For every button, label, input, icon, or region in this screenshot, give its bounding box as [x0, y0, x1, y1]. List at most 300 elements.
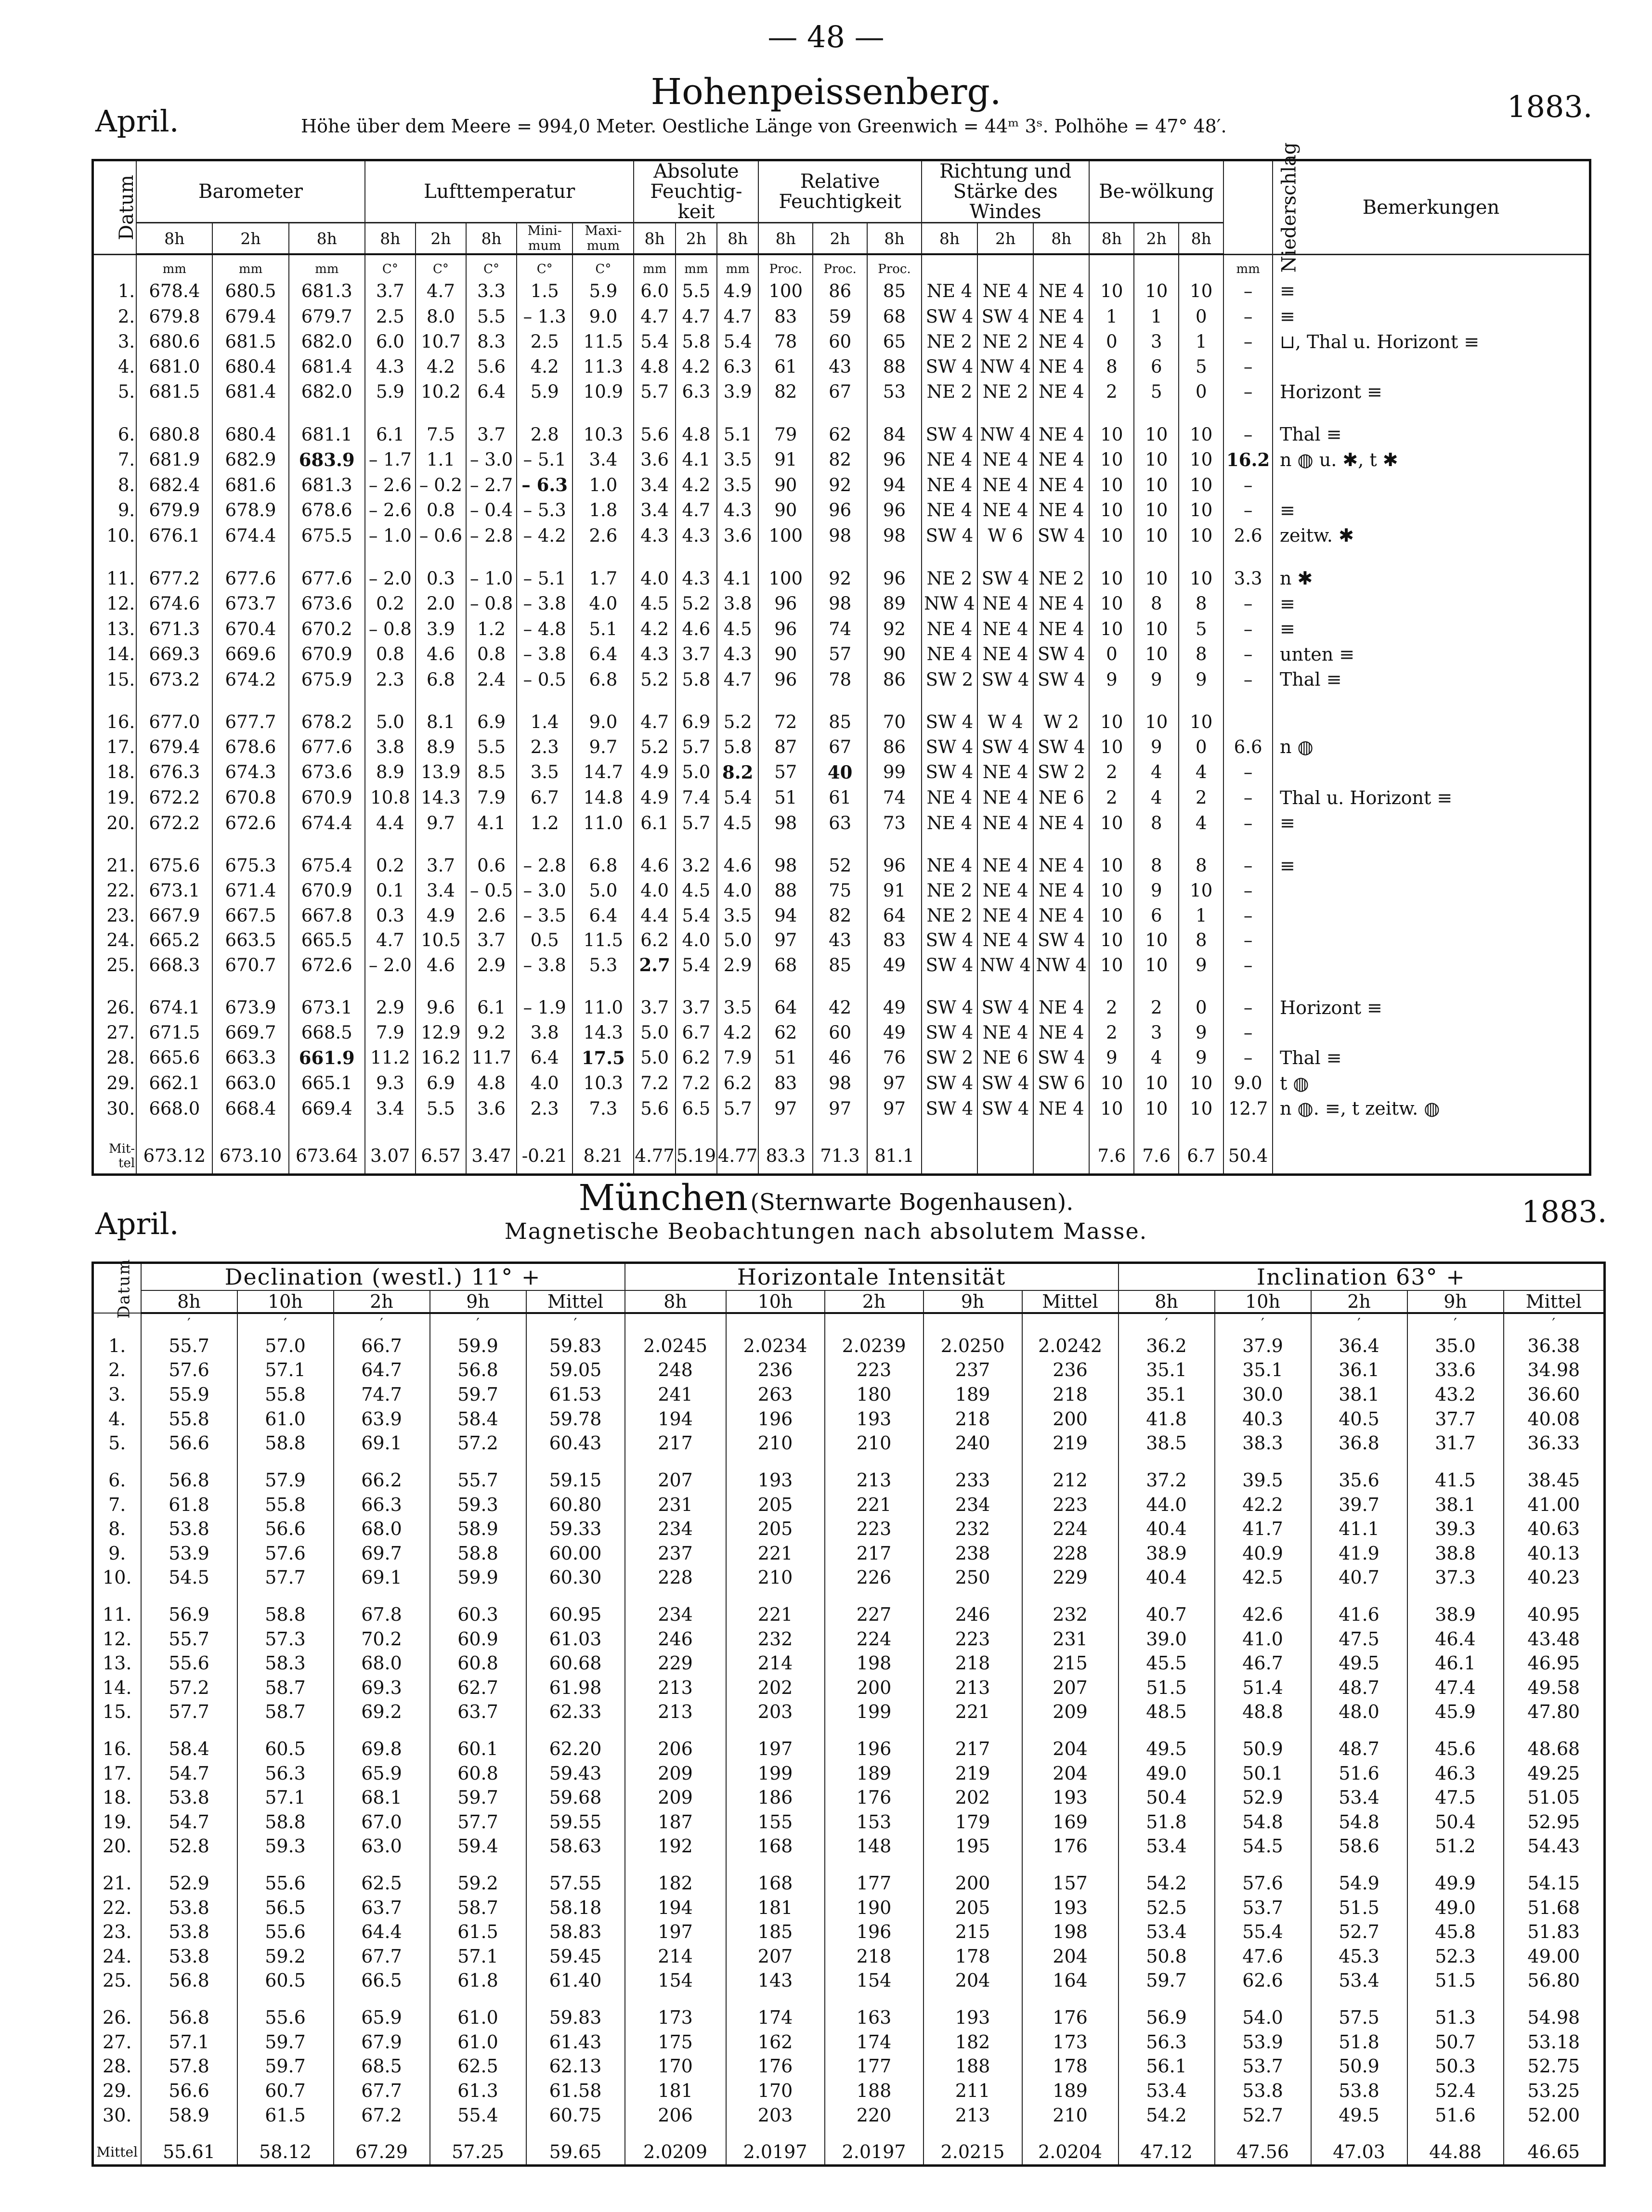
declination-cell: 60.1 — [430, 1737, 526, 1761]
remarks-cell: unten ≡ — [1273, 642, 1590, 667]
barometer-cell: 681.5 — [212, 329, 288, 354]
datum-cell: 25. — [93, 952, 137, 978]
declination-cell: 57.1 — [430, 1944, 526, 1969]
inclination-cell: 42.5 — [1215, 1565, 1311, 1590]
subheader-hour: 8h — [717, 223, 758, 255]
remarks-cell: ≡ — [1273, 853, 1590, 878]
temperature-cell: – 4.2 — [517, 523, 572, 548]
horizontal-cell: 205 — [726, 1517, 825, 1541]
inclination-cell: 37.9 — [1215, 1334, 1311, 1358]
remarks-cell — [1273, 760, 1590, 785]
wind-cell: NE 2 — [977, 329, 1033, 354]
declination-cell: 57.2 — [141, 1675, 237, 1700]
datum-cell: 2. — [93, 1358, 141, 1382]
horizontal-cell: 218 — [825, 1944, 924, 1969]
declination-cell: 60.9 — [430, 1626, 526, 1651]
inclination-cell: 48.7 — [1311, 1737, 1407, 1761]
temperature-cell: 6.4 — [572, 903, 634, 927]
barometer-cell: 675.3 — [212, 853, 288, 878]
wind-cell: NE 4 — [977, 878, 1033, 903]
unit-label: mm — [717, 254, 758, 278]
declination-cell: 57.6 — [237, 1541, 334, 1565]
temperature-cell: 4.2 — [416, 354, 466, 379]
rel-humidity-cell: 78 — [813, 667, 867, 692]
temperature-cell: 5.0 — [365, 710, 416, 734]
horizontal-cell: 194 — [625, 1895, 726, 1920]
horizontal-cell: 196 — [726, 1406, 825, 1431]
rel-humidity-cell: 49 — [867, 1020, 922, 1045]
barometer-cell: 667.9 — [136, 903, 212, 927]
rel-humidity-cell: 78 — [758, 329, 813, 354]
temperature-cell: 0.1 — [365, 878, 416, 903]
cloud-cell: 1 — [1134, 304, 1179, 329]
rel-humidity-cell: 98 — [867, 523, 922, 548]
barometer-cell: 680.8 — [136, 422, 212, 447]
barometer-cell: 681.5 — [136, 379, 212, 404]
rel-humidity-cell: 61 — [813, 785, 867, 810]
table-row — [93, 1382, 1605, 1407]
temperature-cell: – 0.2 — [416, 472, 466, 498]
inclination-cell: 35.1 — [1119, 1358, 1215, 1382]
horizontal-cell: 228 — [1022, 1541, 1119, 1565]
declination-cell: 56.8 — [430, 1358, 526, 1382]
barometer-cell: 681.1 — [289, 422, 365, 447]
wind-cell: NW 4 — [1033, 952, 1089, 978]
temperature-cell: – 3.8 — [517, 591, 572, 616]
inclination-cell: 46.7 — [1215, 1651, 1311, 1676]
declination-cell: 67.7 — [334, 2079, 430, 2103]
wind-cell: NE 2 — [922, 878, 977, 903]
rel-humidity-cell: 100 — [758, 278, 813, 304]
abs-humidity-cell: 5.4 — [676, 952, 717, 978]
horizontal-cell: 188 — [924, 2054, 1022, 2079]
empty-cell — [977, 1138, 1033, 1174]
declination-cell: 55.7 — [141, 1626, 237, 1651]
unit-label: mm — [212, 254, 288, 278]
inclination-cell: 35.0 — [1407, 1334, 1504, 1358]
horizontal-cell: 233 — [924, 1468, 1022, 1493]
barometer-cell: 670.8 — [212, 785, 288, 810]
rel-humidity-cell: 98 — [758, 853, 813, 878]
declination-cell: 67.9 — [334, 2030, 430, 2054]
inclination-cell: 39.3 — [1407, 1517, 1504, 1541]
precip-cell: – — [1223, 853, 1273, 878]
declination-cell: 59.3 — [237, 1834, 334, 1859]
remarks-cell — [1273, 952, 1590, 978]
barometer-cell: 675.9 — [289, 667, 365, 692]
precip-cell: – — [1223, 329, 1273, 354]
barometer-cell: 673.6 — [289, 591, 365, 616]
unit-prime: ′ — [1215, 1313, 1311, 1334]
cloud-cell: 4 — [1134, 785, 1179, 810]
horizontal-cell: 186 — [726, 1785, 825, 1810]
horizontal-cell: 188 — [825, 2079, 924, 2103]
inclination-cell: 48.68 — [1504, 1737, 1605, 1761]
declination-cell: 58.63 — [526, 1834, 625, 1859]
inclination-cell: 58.6 — [1311, 1834, 1407, 1859]
wind-cell: SW 4 — [922, 304, 977, 329]
inclination-cell: 54.8 — [1215, 1810, 1311, 1835]
cloud-cell: 10 — [1089, 1070, 1134, 1096]
horizontal-cell: 195 — [924, 1834, 1022, 1859]
cloud-cell: 9 — [1179, 1045, 1223, 1071]
declination-cell: 61.0 — [430, 2030, 526, 2054]
inclination-cell: 38.45 — [1504, 1468, 1605, 1493]
datum-cell: 27. — [93, 1020, 137, 1045]
inclination-cell: 46.95 — [1504, 1651, 1605, 1676]
declination-cell: 56.6 — [141, 2079, 237, 2103]
subheader-hour: 8h — [1179, 223, 1223, 255]
wind-cell: NE 2 — [922, 379, 977, 404]
temperature-cell: 3.4 — [416, 878, 466, 903]
declination-cell: 58.18 — [526, 1895, 625, 1920]
mean-row — [93, 2140, 1605, 2166]
horizontal-cell: 213 — [924, 1675, 1022, 1700]
table-row — [93, 667, 1590, 692]
declination-cell: 67.2 — [334, 2103, 430, 2127]
temperature-cell: 2.3 — [517, 1096, 572, 1121]
cloud-cell: 0 — [1179, 304, 1223, 329]
rel-humidity-cell: 68 — [867, 304, 922, 329]
declination-cell: 56.5 — [237, 1895, 334, 1920]
precip-cell: – — [1223, 928, 1273, 952]
inclination-cell: 50.4 — [1407, 1810, 1504, 1835]
rel-humidity-cell: 86 — [867, 667, 922, 692]
abs-humidity-cell: 3.8 — [717, 591, 758, 616]
abs-humidity-cell: 7.2 — [676, 1070, 717, 1096]
cloud-cell: 10 — [1089, 447, 1134, 472]
datum-cell: 27. — [93, 2030, 141, 2054]
abs-humidity-cell: 4.3 — [717, 498, 758, 523]
declination-cell: 56.8 — [141, 1468, 237, 1493]
horizontal-cell: 218 — [1022, 1382, 1119, 1407]
inclination-cell: 51.5 — [1119, 1675, 1215, 1700]
abs-humidity-cell: 4.6 — [717, 853, 758, 878]
cloud-cell: 0 — [1089, 329, 1134, 354]
barometer-cell: 681.6 — [212, 472, 288, 498]
precip-cell: – — [1223, 379, 1273, 404]
inclination-cell: 54.8 — [1311, 1810, 1407, 1835]
declination-cell: 62.5 — [334, 1871, 430, 1896]
horizontal-cell: 200 — [924, 1871, 1022, 1896]
horizontal-cell: 224 — [1022, 1517, 1119, 1541]
header-datum-2: Datum — [93, 1263, 141, 1314]
declination-cell: 59.68 — [526, 1785, 625, 1810]
temperature-cell: 10.9 — [572, 379, 634, 404]
barometer-cell: 682.0 — [289, 379, 365, 404]
inclination-cell: 53.4 — [1311, 1968, 1407, 1993]
mean-horizontal: 2.0209 — [625, 2140, 726, 2166]
horizontal-cell: 240 — [924, 1431, 1022, 1456]
abs-humidity-cell: 4.5 — [717, 616, 758, 642]
horizontal-cell: 175 — [625, 2030, 726, 2054]
barometer-cell: 677.2 — [136, 566, 212, 591]
declination-cell: 61.40 — [526, 1968, 625, 1993]
rel-humidity-cell: 43 — [813, 354, 867, 379]
temperature-cell: 0.2 — [365, 853, 416, 878]
declination-cell: 63.0 — [334, 1834, 430, 1859]
declination-cell: 68.1 — [334, 1785, 430, 1810]
subheader-hour: 2h — [1134, 223, 1179, 255]
rel-humidity-cell: 65 — [867, 329, 922, 354]
subheader-hour: 8h — [1033, 223, 1089, 255]
declination-cell: 60.43 — [526, 1431, 625, 1456]
temperature-cell: 8.3 — [466, 329, 517, 354]
rel-humidity-cell: 61 — [758, 354, 813, 379]
table-row — [93, 1406, 1605, 1431]
wind-cell: NE 4 — [977, 447, 1033, 472]
abs-humidity-cell: 3.5 — [717, 472, 758, 498]
wind-cell: NE 4 — [977, 928, 1033, 952]
subheader-mittel: Mittel — [1022, 1290, 1119, 1313]
temperature-cell: 3.7 — [466, 422, 517, 447]
abs-humidity-cell: 6.3 — [717, 354, 758, 379]
temperature-cell: 4.3 — [365, 354, 416, 379]
table-row — [93, 734, 1590, 760]
declination-cell: 53.9 — [141, 1541, 237, 1565]
horizontal-cell: 246 — [625, 1626, 726, 1651]
horizontal-cell: 168 — [726, 1834, 825, 1859]
horizontal-cell: 221 — [726, 1602, 825, 1627]
temperature-cell: 3.4 — [365, 1096, 416, 1121]
abs-humidity-cell: 3.4 — [634, 472, 675, 498]
inclination-cell: 48.8 — [1215, 1700, 1311, 1724]
declination-cell: 55.6 — [141, 1651, 237, 1676]
rel-humidity-cell: 96 — [867, 447, 922, 472]
abs-humidity-cell: 4.3 — [676, 566, 717, 591]
cloud-cell: 10 — [1089, 952, 1134, 978]
header-inclination: Inclination 63° + — [1119, 1263, 1605, 1291]
horizontal-cell: 177 — [825, 2054, 924, 2079]
barometer-cell: 670.4 — [212, 616, 288, 642]
table-row — [93, 616, 1590, 642]
precip-cell — [1223, 710, 1273, 734]
wind-cell: NE 4 — [922, 810, 977, 836]
horizontal-cell: 177 — [825, 1871, 924, 1896]
remarks-cell — [1273, 928, 1590, 952]
inclination-cell: 53.8 — [1311, 2079, 1407, 2103]
rel-humidity-cell: 63 — [813, 810, 867, 836]
abs-humidity-cell: 5.8 — [717, 734, 758, 760]
horizontal-cell: 218 — [924, 1651, 1022, 1676]
remarks-cell: n ◍ u. ✱, t ✱ — [1273, 447, 1590, 472]
barometer-cell: 673.1 — [136, 878, 212, 903]
subheader-hour: 8h — [758, 223, 813, 255]
abs-humidity-cell: 4.3 — [634, 642, 675, 667]
precip-cell: – — [1223, 810, 1273, 836]
cloud-cell: 2 — [1179, 785, 1223, 810]
cloud-cell: 9 — [1089, 667, 1134, 692]
wind-cell: NE 4 — [1033, 422, 1089, 447]
cloud-cell: 10 — [1089, 734, 1134, 760]
inclination-cell: 36.60 — [1504, 1382, 1605, 1407]
declination-cell: 62.7 — [430, 1675, 526, 1700]
barometer-cell: 680.4 — [212, 422, 288, 447]
barometer-cell: 678.6 — [212, 734, 288, 760]
horizontal-cell: 170 — [625, 2054, 726, 2079]
header-barometer: Barometer — [136, 160, 365, 223]
cloud-cell: 10 — [1089, 278, 1134, 304]
datum-cell: 15. — [93, 1700, 141, 1724]
cloud-cell: 1 — [1179, 903, 1223, 927]
station-subtitle-1: Höhe über dem Meere = 994,0 Meter. Oestliche Länge von Greenwich = 44ᵐ 3ˢ. Polhöhe = 47° 48′. — [301, 116, 1227, 137]
abs-humidity-cell: 6.9 — [676, 710, 717, 734]
table-row — [93, 1626, 1605, 1651]
horizontal-cell: 210 — [726, 1565, 825, 1590]
inclination-cell: 54.9 — [1311, 1871, 1407, 1896]
inclination-cell: 40.4 — [1119, 1565, 1215, 1590]
inclination-cell: 46.3 — [1407, 1761, 1504, 1785]
abs-humidity-cell: 3.7 — [634, 995, 675, 1021]
cloud-cell: 5 — [1179, 354, 1223, 379]
precip-cell: – — [1223, 878, 1273, 903]
temperature-cell: 3.4 — [572, 447, 634, 472]
temperature-cell: 6.8 — [572, 667, 634, 692]
inclination-cell: 52.00 — [1504, 2103, 1605, 2127]
temperature-cell: – 2.8 — [517, 853, 572, 878]
temperature-cell: – 0.6 — [416, 523, 466, 548]
temperature-cell: 2.9 — [365, 995, 416, 1021]
precip-cell: 2.6 — [1223, 523, 1273, 548]
inclination-cell: 57.5 — [1311, 2005, 1407, 2030]
barometer-cell: 678.2 — [289, 710, 365, 734]
horizontal-cell: 226 — [825, 1565, 924, 1590]
horizontal-cell: 198 — [1022, 1920, 1119, 1944]
inclination-cell: 54.5 — [1215, 1834, 1311, 1859]
horizontal-cell: 209 — [625, 1761, 726, 1785]
horizontal-cell: 202 — [924, 1785, 1022, 1810]
declination-cell: 55.7 — [141, 1334, 237, 1358]
barometer-cell: 667.5 — [212, 903, 288, 927]
temperature-cell: 10.8 — [365, 785, 416, 810]
barometer-cell: 670.2 — [289, 616, 365, 642]
wind-cell: NE 4 — [922, 853, 977, 878]
rel-humidity-cell: 88 — [867, 354, 922, 379]
datum-cell: 26. — [93, 995, 137, 1021]
horizontal-cell: 232 — [726, 1626, 825, 1651]
inclination-cell: 56.3 — [1119, 2030, 1215, 2054]
inclination-cell: 46.4 — [1407, 1626, 1504, 1651]
unit-prime: ′ — [430, 1313, 526, 1334]
inclination-cell: 49.0 — [1119, 1761, 1215, 1785]
datum-cell: 25. — [93, 1968, 141, 1993]
abs-humidity-cell: 5.0 — [676, 760, 717, 785]
horizontal-cell: 197 — [625, 1920, 726, 1944]
table-row — [93, 1020, 1590, 1045]
cloud-cell: 10 — [1134, 1096, 1179, 1121]
abs-humidity-cell: 5.6 — [634, 422, 675, 447]
wind-cell: SW 2 — [922, 1045, 977, 1071]
declination-cell: 69.1 — [334, 1431, 430, 1456]
declination-cell: 66.2 — [334, 1468, 430, 1493]
horizontal-cell: 193 — [1022, 1785, 1119, 1810]
wind-cell: SW 4 — [922, 952, 977, 978]
horizontal-cell: 193 — [726, 1468, 825, 1493]
declination-cell: 68.5 — [334, 2054, 430, 2079]
temperature-cell: – 2.0 — [365, 566, 416, 591]
temperature-cell: 1.2 — [517, 810, 572, 836]
horizontal-cell: 236 — [726, 1358, 825, 1382]
inclination-cell: 41.0 — [1215, 1626, 1311, 1651]
horizontal-cell: 170 — [726, 2079, 825, 2103]
horizontal-cell: 223 — [924, 1626, 1022, 1651]
datum-cell: 29. — [93, 1070, 137, 1096]
temperature-cell: 8.9 — [365, 760, 416, 785]
rel-humidity-cell: 51 — [758, 1045, 813, 1071]
inclination-cell: 40.7 — [1311, 1565, 1407, 1590]
temperature-cell: 2.6 — [572, 523, 634, 548]
mean-cloud: 7.6 — [1089, 1138, 1134, 1174]
inclination-cell: 49.5 — [1119, 1737, 1215, 1761]
year-label-2: 1883. — [1522, 1194, 1607, 1229]
declination-cell: 57.7 — [141, 1700, 237, 1724]
horizontal-cell: 2.0242 — [1022, 1334, 1119, 1358]
rel-humidity-cell: 67 — [813, 379, 867, 404]
table-row — [93, 928, 1590, 952]
temperature-cell: 17.5 — [572, 1045, 634, 1071]
wind-cell: NE 4 — [977, 785, 1033, 810]
horizontal-cell: 248 — [625, 1358, 726, 1382]
inclination-cell: 62.6 — [1215, 1968, 1311, 1993]
inclination-cell: 40.4 — [1119, 1517, 1215, 1541]
declination-cell: 59.3 — [430, 1492, 526, 1517]
temperature-cell: 4.6 — [416, 642, 466, 667]
cloud-cell: 4 — [1134, 760, 1179, 785]
declination-cell: 66.7 — [334, 1334, 430, 1358]
cloud-cell: 10 — [1179, 422, 1223, 447]
inclination-cell: 48.5 — [1119, 1700, 1215, 1724]
table-row — [93, 472, 1590, 498]
temperature-cell: 6.7 — [517, 785, 572, 810]
inclination-cell: 52.7 — [1215, 2103, 1311, 2127]
temperature-cell: – 0.5 — [466, 878, 517, 903]
declination-cell: 70.2 — [334, 1626, 430, 1651]
temperature-cell: 5.3 — [572, 952, 634, 978]
table-row — [93, 760, 1590, 785]
temperature-cell: – 2.0 — [365, 952, 416, 978]
horizontal-cell: 193 — [924, 2005, 1022, 2030]
unit-prime: ′ — [1407, 1313, 1504, 1334]
wind-cell: NE 2 — [1033, 566, 1089, 591]
temperature-cell: 7.9 — [365, 1020, 416, 1045]
datum-cell: 20. — [93, 1834, 141, 1859]
cloud-cell: 10 — [1179, 1070, 1223, 1096]
abs-humidity-cell: 5.4 — [717, 785, 758, 810]
declination-cell: 59.7 — [430, 1785, 526, 1810]
declination-cell: 57.9 — [237, 1468, 334, 1493]
temperature-cell: 10.5 — [416, 928, 466, 952]
temperature-cell: – 2.6 — [365, 472, 416, 498]
abs-humidity-cell: 4.2 — [676, 472, 717, 498]
horizontal-cell: 220 — [825, 2103, 924, 2127]
barometer-cell: 681.9 — [136, 447, 212, 472]
declination-cell: 59.83 — [526, 1334, 625, 1358]
cloud-cell: 10 — [1134, 566, 1179, 591]
inclination-cell: 36.2 — [1119, 1334, 1215, 1358]
station-title-2-line — [0, 1177, 1652, 1219]
horizontal-cell: 178 — [924, 1944, 1022, 1969]
cloud-cell: 10 — [1089, 422, 1134, 447]
cloud-cell: 0 — [1179, 379, 1223, 404]
horizontal-cell: 210 — [726, 1431, 825, 1456]
barometer-cell: 682.4 — [136, 472, 212, 498]
temperature-cell: 4.4 — [365, 810, 416, 836]
horizontal-cell: 241 — [625, 1382, 726, 1407]
page-number: — 48 — — [767, 19, 885, 54]
wind-cell: NE 4 — [977, 853, 1033, 878]
temperature-cell: 5.6 — [466, 354, 517, 379]
table-row — [93, 1468, 1605, 1493]
